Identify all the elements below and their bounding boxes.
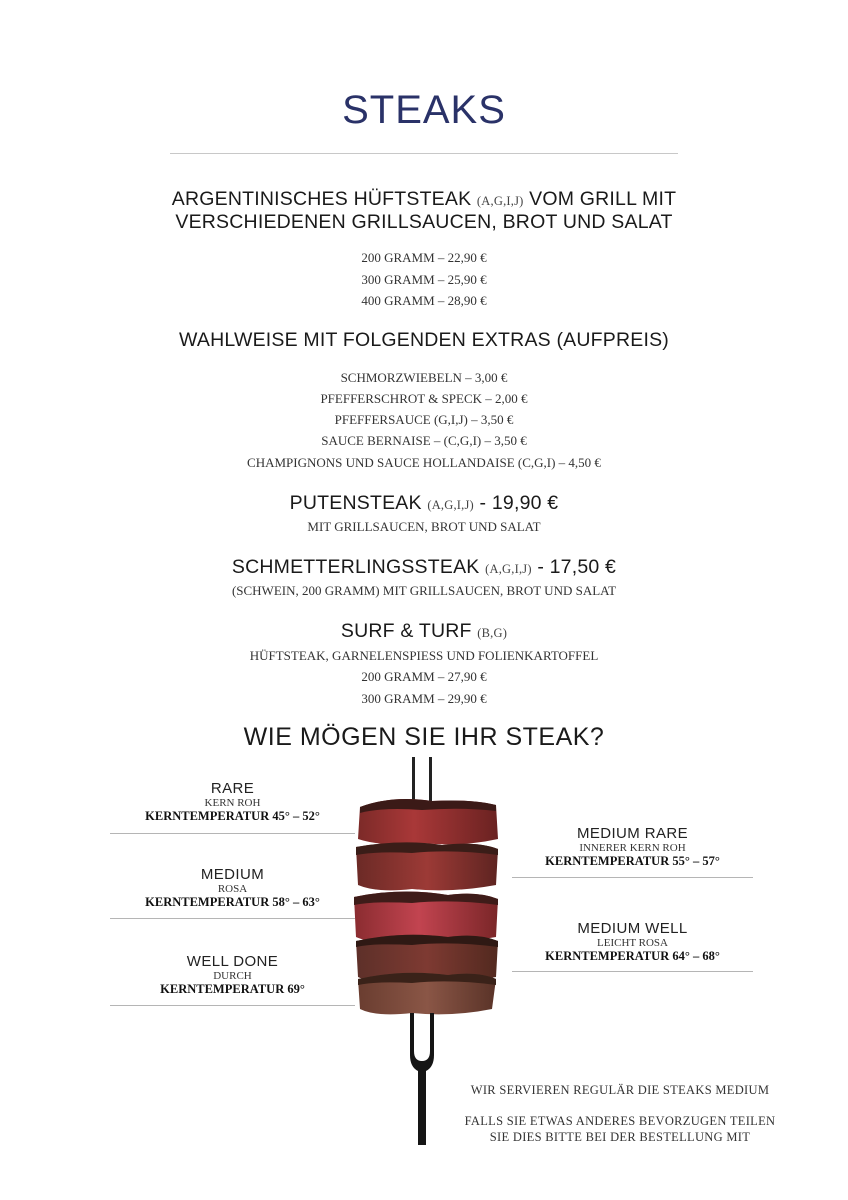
- well-done-divider: [110, 1005, 355, 1006]
- schmetterling-desc: (SCHWEIN, 200 GRAMM) MIT GRILLSAUCEN, BROT UND SALAT: [231, 583, 617, 598]
- extras-heading: WAHLWEISE MIT FOLGENDEN EXTRAS (AUFPREIS): [179, 329, 669, 351]
- doneness-heading: WIE MÖGEN SIE IHR STEAK?: [243, 723, 605, 751]
- surf-allergens: (B,G): [477, 626, 508, 640]
- argentinisch-price-200: 200 GRAMM – 22,90 €: [361, 250, 487, 265]
- argentinisch-price-300: 300 GRAMM – 25,90 €: [361, 272, 487, 287]
- doneness-well-done: [110, 953, 355, 997]
- medium-divider: [110, 918, 355, 919]
- medium-sub: ROSA: [217, 883, 248, 895]
- fork-tine-left: [412, 757, 415, 805]
- medium-well-temp: KERNTEMPERATUR 64° – 68°: [545, 949, 720, 963]
- medium-well-divider: [512, 971, 753, 972]
- medium-temp: KERNTEMPERATUR 58° – 63°: [145, 895, 320, 909]
- putensteak-price: - 19,90 €: [479, 492, 559, 514]
- medium-rare-temp: KERNTEMPERATUR 55° – 57°: [545, 854, 720, 868]
- rare-sub: KERN ROH: [204, 797, 261, 809]
- extras-item: SAUCE BERNAISE – (C,G,I) – 3,50 €: [321, 433, 527, 448]
- putensteak-name: PUTENSTEAK: [289, 492, 422, 514]
- argentinisch-name-line2: VERSCHIEDENEN GRILLSAUCEN, BROT UND SALAT: [175, 211, 673, 233]
- medium-well-sub: LEICHT ROSA: [597, 937, 668, 949]
- doneness-medium-well: [512, 920, 753, 964]
- schmetterling-heading: [0, 556, 848, 581]
- argentinisch-name-a: ARGENTINISCHES HÜFTSTEAK: [171, 188, 472, 210]
- well-done-temp: KERNTEMPERATUR 69°: [160, 982, 305, 996]
- rare-divider: [110, 833, 355, 834]
- medium-title: MEDIUM: [200, 866, 265, 883]
- putensteak-heading: [0, 492, 848, 517]
- fork-handle: [410, 1013, 434, 1145]
- argentinisch-heading: [0, 188, 848, 213]
- doneness-medium: [110, 866, 355, 910]
- extras-item: SCHMORZWIEBELN – 3,00 €: [340, 370, 508, 385]
- putensteak-allergens: (A,G,I,J): [427, 498, 474, 512]
- medium-rare-divider: [512, 877, 753, 878]
- extras-item: CHAMPIGNONS UND SAUCE HOLLANDAISE (C,G,I) – 4,50 €: [247, 455, 601, 470]
- well-done-sub: DURCH: [213, 970, 252, 982]
- page-title: STEAKS: [342, 88, 506, 132]
- note-request-2: SIE DIES BITTE BEI DER BESTELLUNG MIT: [489, 1130, 751, 1144]
- extras-item: PFEFFERSAUCE (G,I,J) – 3,50 €: [334, 412, 514, 427]
- fork-tine-right: [429, 757, 432, 805]
- argentinisch-allergens: (A,G,I,J): [476, 194, 524, 208]
- schmetterling-allergens: (A,G,I,J): [485, 562, 532, 576]
- note-serving: WIR SERVIEREN REGULÄR DIE STEAKS MEDIUM: [470, 1083, 770, 1097]
- well-done-title: WELL DONE: [186, 953, 279, 970]
- schmetterling-price: - 17,50 €: [537, 556, 617, 578]
- putensteak-desc: MIT GRILLSAUCEN, BROT UND SALAT: [307, 519, 541, 534]
- schmetterling-name: SCHMETTERLINGSSTEAK: [231, 556, 480, 578]
- title-divider: [170, 153, 678, 154]
- surf-price-200: 200 GRAMM – 27,90 €: [361, 669, 487, 684]
- surf-heading: [0, 620, 848, 645]
- rare-title: RARE: [210, 780, 255, 797]
- rare-temp: KERNTEMPERATUR 45° – 52°: [145, 809, 320, 823]
- argentinisch-name-b: VOM GRILL MIT: [529, 188, 677, 210]
- medium-rare-title: MEDIUM RARE: [576, 825, 689, 842]
- surf-name: SURF & TURF: [340, 620, 472, 642]
- medium-rare-sub: INNERER KERN ROH: [579, 842, 686, 854]
- surf-price-300: 300 GRAMM – 29,90 €: [361, 691, 487, 706]
- medium-well-title: MEDIUM WELL: [577, 920, 688, 937]
- argentinisch-price-400: 400 GRAMM – 28,90 €: [361, 293, 487, 308]
- note-request-1: FALLS SIE ETWAS ANDERES BEVORZUGEN TEILEN: [464, 1114, 776, 1128]
- extras-item: PFEFFERSCHROT & SPECK – 2,00 €: [320, 391, 528, 406]
- doneness-rare: [110, 780, 355, 824]
- surf-desc: HÜFTSTEAK, GARNELENSPIESS UND FOLIENKARTOFFEL: [249, 648, 599, 663]
- doneness-medium-rare: [512, 825, 753, 869]
